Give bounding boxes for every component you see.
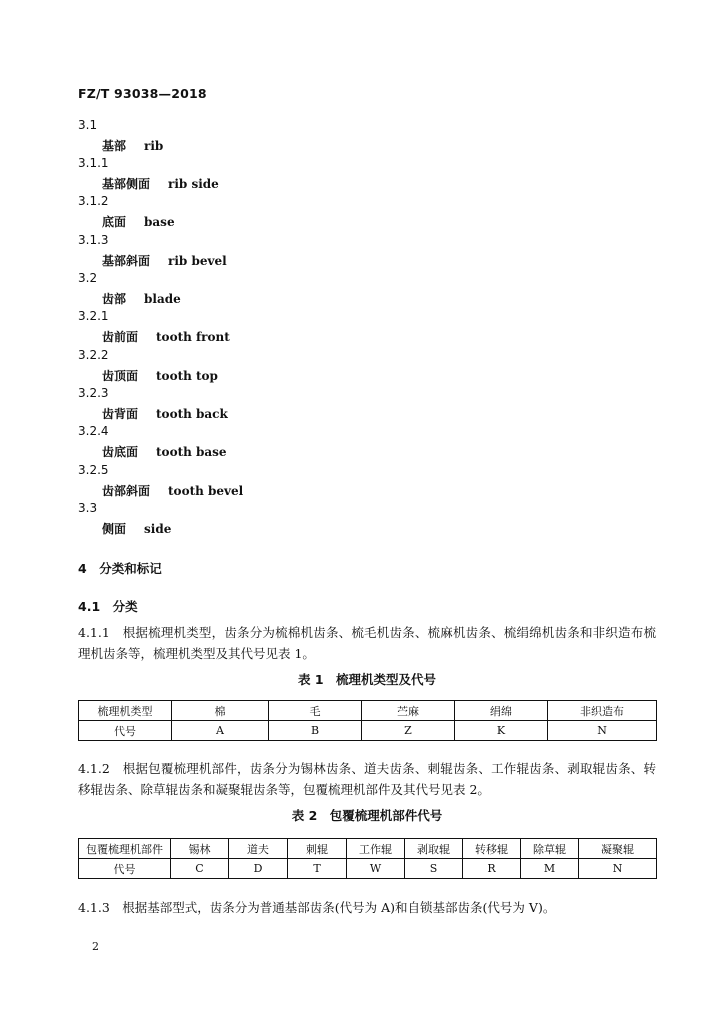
term-zh: 基部 (102, 139, 127, 153)
table-cell: C (171, 859, 229, 879)
term-3-2 (102, 290, 181, 307)
term-zh: 齿底面 (102, 445, 139, 459)
page-number: 2 (92, 940, 99, 953)
table-cell: 代号 (79, 859, 171, 879)
term-number: 3.2.1 (78, 309, 109, 323)
term-3-1-1 (102, 175, 219, 192)
term-zh: 齿前面 (102, 330, 139, 344)
table-cell: N (579, 859, 657, 879)
table-row (79, 859, 657, 879)
table-cell: D (229, 859, 288, 879)
table-cell: W (347, 859, 405, 879)
term-en: tooth base (156, 445, 227, 459)
term-en: rib bevel (168, 254, 227, 268)
table-cell: A (172, 721, 269, 741)
table-cell: 包覆梳理机部件 (79, 839, 171, 859)
table-cell: Z (362, 721, 455, 741)
term-number: 3.2.5 (78, 463, 109, 477)
table-cell: 除草辊 (521, 839, 579, 859)
table-cell: N (548, 721, 657, 741)
term-number: 3.3 (78, 501, 98, 515)
table-1-caption: 表 1 梳理机类型及代号 (297, 672, 437, 687)
term-zh: 齿部 (102, 292, 127, 306)
term-number: 3.1 (78, 118, 98, 132)
term-3-1 (102, 137, 163, 154)
table-2-caption: 表 2 包覆梳理机部件代号 (291, 808, 443, 823)
paragraph-4-1-3: 4.1.3 根据基部型式，齿条分为普通基部齿条(代号为 A)和自锁基部齿条(代号为 V)。 (78, 900, 556, 915)
term-zh: 齿背面 (102, 407, 139, 421)
table-cell: 剥取辊 (405, 839, 463, 859)
term-number: 3.1.1 (78, 156, 109, 170)
term-3-2-1 (102, 328, 230, 345)
table-row (79, 701, 657, 721)
term-en: tooth front (156, 330, 230, 344)
term-number: 3.2.2 (78, 348, 109, 362)
term-zh: 基部侧面 (102, 177, 151, 191)
table-cell: 棉 (172, 701, 269, 721)
term-3-1-2 (102, 213, 175, 230)
table-cell: K (455, 721, 548, 741)
term-zh: 底面 (102, 215, 127, 229)
term-number: 3.2 (78, 271, 98, 285)
table-cell: 凝聚辊 (579, 839, 657, 859)
term-en: side (144, 522, 172, 536)
term-3-3 (102, 520, 171, 537)
term-en: blade (144, 292, 181, 306)
term-en: base (144, 215, 175, 229)
table-cell: 梳理机类型 (79, 701, 172, 721)
term-number: 3.2.4 (78, 424, 109, 438)
table-cell: R (463, 859, 521, 879)
table-cell: M (521, 859, 579, 879)
term-en: tooth back (156, 407, 228, 421)
table-row (79, 839, 657, 859)
term-zh: 基部斜面 (102, 254, 151, 268)
table-2 (78, 838, 657, 879)
table-cell: 非织造布 (548, 701, 657, 721)
paragraph-4-1-1: 4.1.1 根据梳理机类型，齿条分为梳棉机齿条、梳毛机齿条、梳麻机齿条、梳绢绵机齿条和非织造布梳理机齿条等，梳理机类型及其代号见表 1。 (78, 625, 656, 661)
term-zh: 侧面 (102, 522, 127, 536)
term-3-2-2 (102, 367, 218, 384)
table-cell: 苎麻 (362, 701, 455, 721)
term-3-2-4 (102, 443, 227, 460)
table-cell: 工作辊 (347, 839, 405, 859)
paragraph-4-1-2: 4.1.2 根据包覆梳理机部件，齿条分为锡林齿条、道夫齿条、刺辊齿条、工作辊齿条、剥取辊齿条、转移辊齿条、除草辊齿条和凝聚辊齿条等，包覆梳理机部件及其代号见表 2。 (78, 761, 656, 797)
term-zh: 齿顶面 (102, 369, 139, 383)
term-number: 3.1.2 (78, 194, 109, 208)
table-cell: 绢绵 (455, 701, 548, 721)
term-3-2-3 (102, 405, 228, 422)
term-3-2-5 (102, 482, 243, 499)
table-cell: S (405, 859, 463, 879)
table-cell: 道夫 (229, 839, 288, 859)
table-cell: 毛 (269, 701, 362, 721)
table-1 (78, 700, 657, 741)
table-cell: 锡林 (171, 839, 229, 859)
table-cell: T (288, 859, 347, 879)
section-4-1-heading: 4.1 分类 (78, 599, 138, 614)
term-zh: 齿部斜面 (102, 484, 151, 498)
table-cell: 刺辊 (288, 839, 347, 859)
table-cell: B (269, 721, 362, 741)
table-cell: 代号 (79, 721, 172, 741)
table-row (79, 721, 657, 741)
table-cell: 转移辊 (463, 839, 521, 859)
term-en: tooth top (156, 369, 218, 383)
term-en: rib side (168, 177, 219, 191)
term-number: 3.1.3 (78, 233, 109, 247)
standard-code: FZ/T 93038—2018 (78, 86, 207, 101)
term-en: tooth bevel (168, 484, 244, 498)
term-3-1-3 (102, 252, 227, 269)
term-en: rib (144, 139, 164, 153)
section-4-heading: 4 分类和标记 (78, 561, 162, 576)
term-number: 3.2.3 (78, 386, 109, 400)
